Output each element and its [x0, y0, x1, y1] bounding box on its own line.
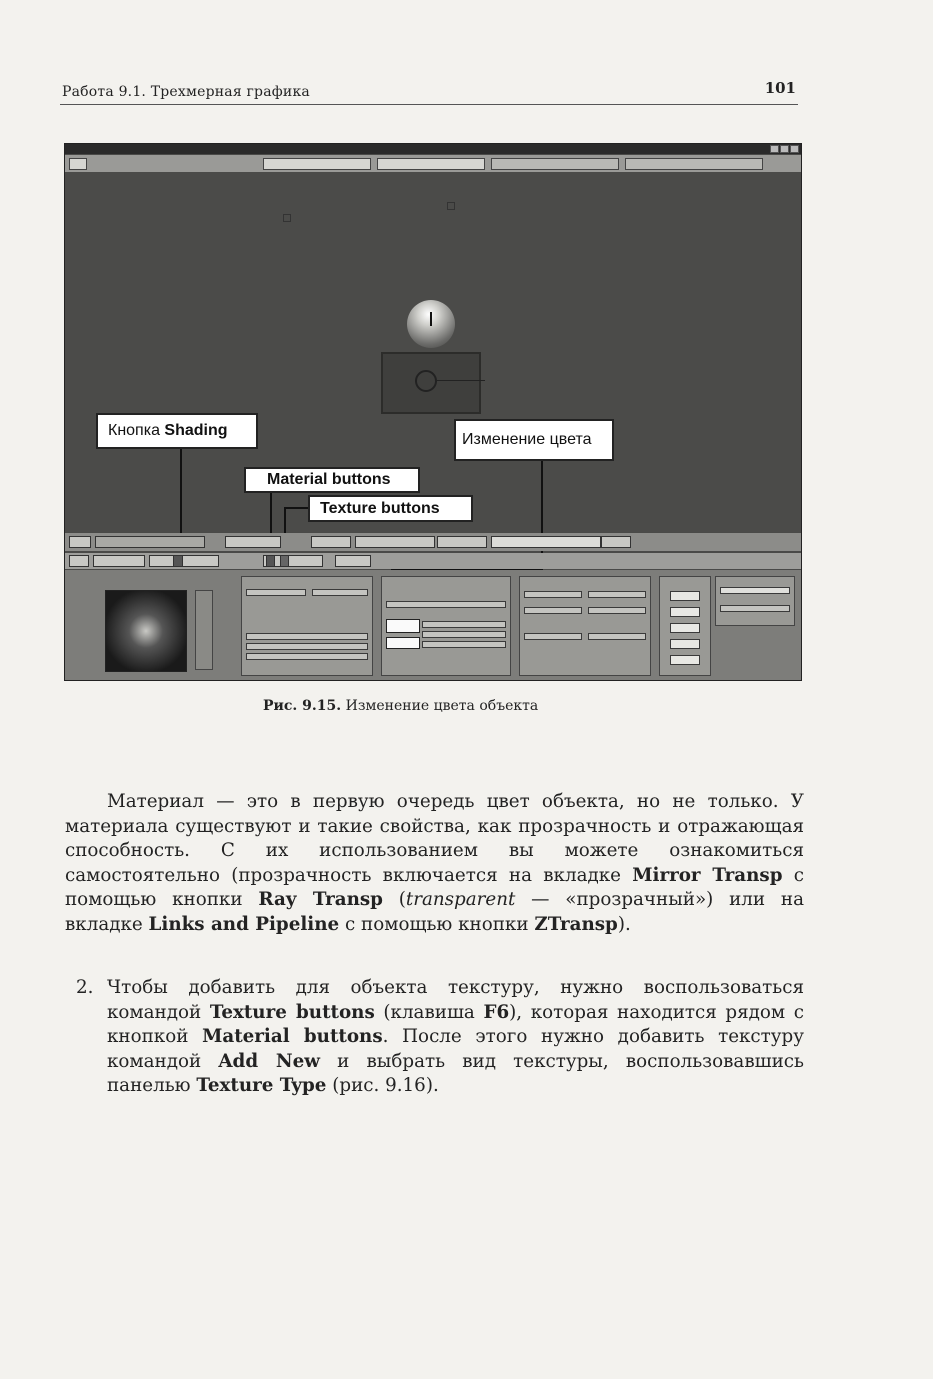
blender-screenshot-figure: [64, 143, 802, 681]
version-field: [491, 158, 619, 170]
callout-material-buttons: Material buttons: [244, 467, 420, 493]
shader-button-6[interactable]: [588, 633, 646, 640]
buttons-header: [65, 553, 801, 569]
shader-button-1[interactable]: [524, 591, 582, 598]
texture-options[interactable]: [720, 605, 790, 612]
rgb-slider-g[interactable]: [422, 631, 506, 638]
blender-menubar: [65, 155, 801, 172]
specular-color-swatch[interactable]: [386, 637, 420, 649]
shader-button-5[interactable]: [524, 633, 582, 640]
material-color-panel: [381, 576, 511, 676]
pipeline-buttons-row3[interactable]: [246, 653, 368, 660]
list-item-number: 2.: [76, 977, 94, 998]
mode-selector[interactable]: [225, 536, 281, 548]
color-mode-buttons[interactable]: [386, 601, 506, 608]
caption-label: Рис. 9.15.: [263, 698, 342, 714]
maximize-icon: [780, 145, 789, 153]
3d-viewport: [65, 172, 801, 532]
texture-channel-1[interactable]: [670, 591, 700, 601]
panels-menu[interactable]: [93, 555, 145, 567]
page-number: 101: [764, 79, 796, 97]
frame-field[interactable]: [335, 555, 371, 567]
texture-channel-2[interactable]: [670, 607, 700, 617]
layer-buttons[interactable]: [491, 536, 601, 548]
callout-shading-bold: Shading: [164, 422, 228, 439]
preview-type-buttons[interactable]: [195, 590, 213, 670]
info-icon: [69, 158, 87, 170]
material-preview: [105, 590, 187, 672]
material-button[interactable]: [266, 555, 275, 567]
draw-type-buttons[interactable]: [311, 536, 351, 548]
texture-channel-3[interactable]: [670, 623, 700, 633]
add-new-button[interactable]: [720, 587, 790, 594]
close-icon: [790, 145, 799, 153]
orientation-selector[interactable]: [437, 536, 487, 548]
texture-map-panel: [715, 576, 795, 626]
callout-texture-buttons: Texture buttons: [308, 495, 473, 522]
object-center-icon: [415, 370, 437, 392]
context-buttons[interactable]: [149, 555, 219, 567]
rgb-slider-b[interactable]: [422, 641, 506, 648]
rgb-slider-r[interactable]: [422, 621, 506, 628]
viewport-header: [65, 533, 801, 551]
buttons-window-icon[interactable]: [69, 555, 89, 567]
leader-texture-h: [284, 507, 309, 509]
object-axis-line: [435, 380, 485, 381]
shader-button-2[interactable]: [588, 591, 646, 598]
caption-text: Изменение цвета объекта: [341, 698, 539, 714]
material-panels: [65, 570, 801, 680]
leader-shading: [180, 449, 182, 545]
texture-channel-4[interactable]: [670, 639, 700, 649]
material-name-field[interactable]: [246, 589, 306, 596]
material-link-field[interactable]: [312, 589, 368, 596]
callout-shading: [96, 413, 258, 449]
scene-selector: [377, 158, 485, 170]
sphere-pivot: [430, 312, 432, 326]
shading-button[interactable]: [173, 555, 183, 567]
minimize-icon: [770, 145, 779, 153]
stats-field: [625, 158, 763, 170]
shader-button-3[interactable]: [524, 607, 582, 614]
diffuse-color-swatch[interactable]: [386, 619, 420, 633]
empty-icon: [447, 202, 455, 210]
window-controls: [770, 145, 799, 153]
lamp-icon: [283, 214, 291, 222]
callout-color-change: Изменение цвета: [454, 419, 614, 461]
view-menus[interactable]: [95, 536, 205, 548]
header-rule: [60, 104, 798, 105]
texture-channels-panel: [659, 576, 711, 676]
view-type-button[interactable]: [69, 536, 91, 548]
shader-button-4[interactable]: [588, 607, 646, 614]
shaders-panel: [519, 576, 651, 676]
pivot-buttons[interactable]: [355, 536, 435, 548]
screen-selector: [263, 158, 371, 170]
figure-caption: [263, 698, 538, 714]
window-titlebar: [65, 144, 801, 154]
callout-shading-prefix: Кнопка: [108, 422, 165, 439]
texture-channel-5[interactable]: [670, 655, 700, 665]
running-header: Работа 9.1. Трехмерная графика: [62, 84, 310, 100]
texture-button[interactable]: [280, 555, 289, 567]
links-pipeline-panel: [241, 576, 373, 676]
pipeline-buttons-row1[interactable]: [246, 633, 368, 640]
body-paragraph: Материал — это в первую очередь цвет объекта, но не только. У материала существуют и такие свойства, как прозрачность и отражающая способность. С их использованием вы можете ознакомиться самостоятельно (прозрачность включается на вкладке Mirror Transp с помощью кнопки Ray Transp (transparent — «прозрачный») или на вкладке Links and Pipeline с помощью кнопки ZTransp).: [65, 791, 804, 935]
render-buttons[interactable]: [601, 536, 631, 548]
list-item-text: Чтобы добавить для объекта текстуру, нужно воспользоваться командой Texture buttons (клавиша F6), которая находится рядом с кнопкой Material buttons. После этого нужно добавить текстуру командой Add New и выбрать вид текстуры, воспользовавшись панелью Texture Type (рис. 9.16).: [107, 977, 805, 1096]
pipeline-buttons-row2[interactable]: [246, 643, 368, 650]
